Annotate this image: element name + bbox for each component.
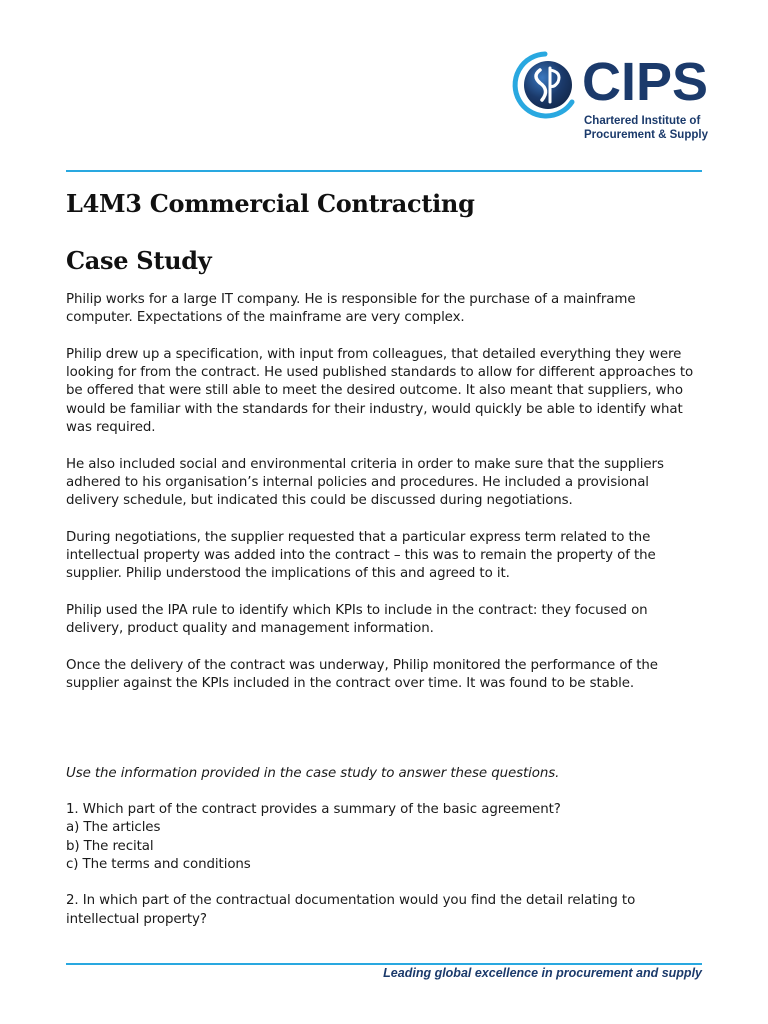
question-text: 2. In which part of the contractual documentation would you find the detail relating to intellectual property? xyxy=(66,893,636,927)
case-paragraph: Philip drew up a specification, with input from colleagues, that detailed everything they were looking for from the contract. He used published standards to allow for different approaches to be offered that were still able to meet the desired outcome. It also meant that suppliers, who would be familiar with the standards for their industry, would quickly be able to identify what was required. xyxy=(66,346,694,436)
footer-tagline: Leading global excellence in procurement and supply xyxy=(383,966,702,980)
case-study-body xyxy=(66,291,706,712)
question-text: 1. Which part of the contract provides a summary of the basic agreement? xyxy=(66,802,561,817)
logo-tagline-line2: Procurement & Supply xyxy=(584,129,708,141)
logo-tagline xyxy=(584,114,708,142)
answer-option: c) The terms and conditions xyxy=(66,856,251,872)
answer-option: a) The articles xyxy=(66,820,161,836)
case-paragraph: During negotiations, the supplier requested that a particular express term related to the intellectual property was added into the contract – this was to remain the property of the supplier. Philip understood the implications of this and agreed to it. xyxy=(66,529,656,582)
questions-list xyxy=(66,801,706,947)
cips-emblem-icon xyxy=(510,50,580,120)
question-item xyxy=(66,801,706,874)
document-subtitle: Case Study xyxy=(66,246,212,275)
case-paragraph: Philip used the IPA rule to identify which KPIs to include in the contract: they focused on delivery, product quality and management information. xyxy=(66,603,648,637)
case-paragraph: Philip works for a large IT company. He is responsible for the purchase of a mainframe computer. Expectations of the mainframe are very complex. xyxy=(66,292,636,326)
document-title: L4M3 Commercial Contracting xyxy=(66,189,475,218)
question-item xyxy=(66,892,706,929)
logo-wordmark: CIPS xyxy=(582,52,709,112)
header-divider xyxy=(66,170,702,172)
case-paragraph: He also included social and environmental criteria in order to make sure that the suppliers adhered to his organisation’s internal policies and procedures. He included a provisional delivery schedule, but indicated this could be discussed during negotiations. xyxy=(66,456,664,509)
logo-tagline-line1: Chartered Institute of xyxy=(584,115,701,127)
case-paragraph: Once the delivery of the contract was underway, Philip monitored the performance of the supplier against the KPIs included in the contract over time. It was found to be stable. xyxy=(66,657,658,692)
cips-logo xyxy=(510,50,709,145)
answer-option: b) The recital xyxy=(66,838,154,854)
questions-instruction: Use the information provided in the case study to answer these questions. xyxy=(66,766,560,781)
